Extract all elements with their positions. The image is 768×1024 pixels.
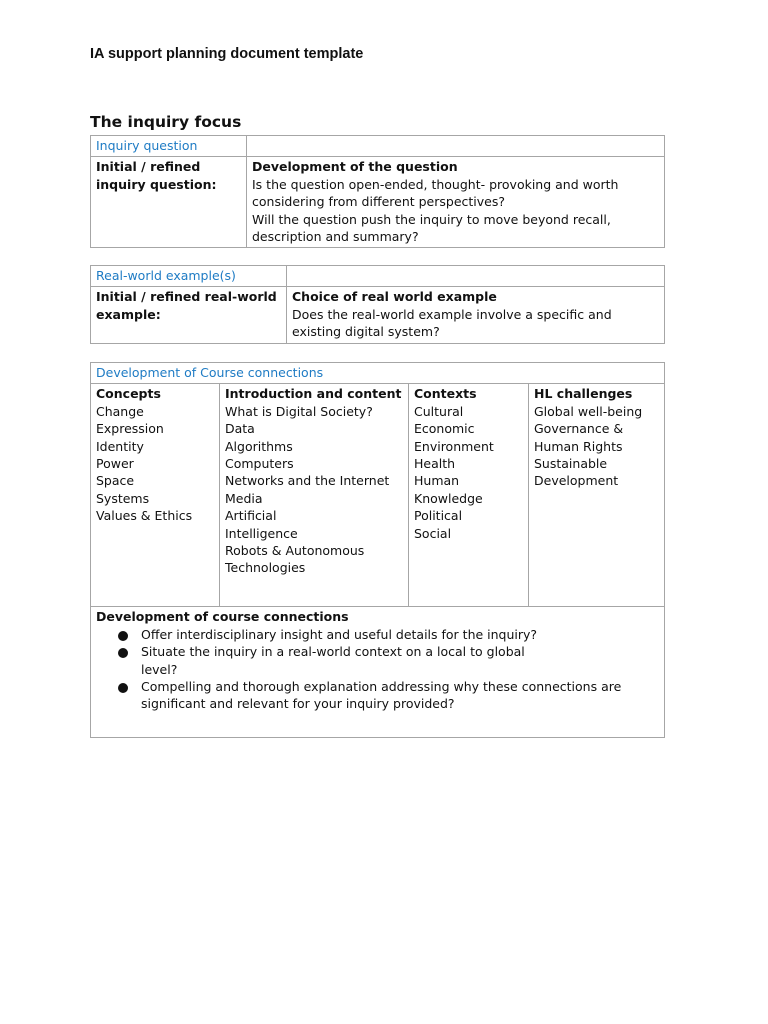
inquiry-question-header: Inquiry question — [91, 136, 247, 157]
concepts-heading: Concepts — [96, 386, 161, 402]
course-connections-bullet-list — [96, 626, 660, 713]
question-development-text-1: Is the question open-ended, thought- provoking and worth considering from different perspectives? — [252, 176, 619, 210]
bullet-icon — [118, 648, 128, 658]
inquiry-question-input-cell[interactable] — [247, 136, 665, 157]
real-world-example-row-label: Initial / refined real-world example: — [91, 287, 287, 343]
concept-item: Expression — [96, 421, 164, 437]
content-item: Artificial Intelligence — [225, 508, 298, 541]
list-item: Offer interdisciplinary insight and useful details for the inquiry? — [96, 626, 660, 643]
content-item: Networks and the Internet — [225, 473, 390, 489]
inquiry-question-row-label: Initial / refined inquiry question: — [91, 157, 247, 248]
course-connections-table — [90, 362, 665, 738]
content-item: Media — [225, 490, 263, 506]
list-item: Compelling and thorough explanation addressing why these connections are significant and relevant for your inquiry provided? — [96, 678, 660, 713]
context-item: Human Knowledge — [414, 473, 483, 506]
list-item: Situate the inquiry in a real-world context on a local to global level? — [96, 643, 660, 678]
concept-item: Power — [96, 456, 134, 472]
hl-challenge-item: Governance & Human Rights — [534, 421, 624, 454]
context-item: Social — [414, 525, 452, 541]
contexts-column — [409, 384, 529, 607]
context-item: Political — [414, 508, 463, 524]
bullet-icon — [118, 683, 128, 693]
real-world-example-table — [90, 265, 665, 344]
context-item: Cultural — [414, 403, 464, 419]
example-choice-cell[interactable] — [287, 287, 665, 343]
question-development-cell[interactable] — [247, 157, 665, 248]
question-development-heading: Development of the question — [252, 159, 458, 175]
real-world-example-header: Real-world example(s) — [91, 266, 287, 287]
document-title: IA support planning document template — [90, 46, 364, 62]
hl-challenges-heading: HL challenges — [534, 386, 633, 402]
question-development-text-2: Will the question push the inquiry to move beyond recall, description and summary? — [252, 211, 611, 245]
real-world-example-input-cell[interactable] — [287, 266, 665, 287]
content-heading: Introduction and content — [225, 386, 402, 402]
concept-item: Change — [96, 403, 144, 419]
content-item: Algorithms — [225, 438, 293, 454]
hl-challenge-item: Global well-being — [534, 403, 643, 419]
context-item: Environment — [414, 438, 494, 454]
content-item: Robots & Autonomous Technologies — [225, 543, 365, 576]
inquiry-question-table — [90, 135, 665, 248]
concept-item: Values & Ethics — [96, 508, 193, 524]
course-connections-header: Development of Course connections — [91, 363, 665, 384]
section-title: The inquiry focus — [90, 113, 242, 131]
example-choice-heading: Choice of real world example — [292, 289, 497, 305]
context-item: Economic — [414, 421, 475, 437]
context-item: Health — [414, 456, 456, 472]
concept-item: Space — [96, 473, 135, 489]
content-item: Computers — [225, 456, 294, 472]
contexts-heading: Contexts — [414, 386, 477, 402]
concept-item: Systems — [96, 490, 150, 506]
content-column — [220, 384, 409, 607]
content-item: What is Digital Society? — [225, 403, 373, 419]
hl-challenges-column — [529, 384, 665, 607]
bullet-icon — [118, 631, 128, 641]
concept-item: Identity — [96, 438, 144, 454]
hl-challenge-item: Sustainable Development — [534, 456, 619, 489]
concepts-column — [91, 384, 220, 607]
example-choice-text: Does the real-world example involve a specific and existing digital system? — [292, 306, 612, 340]
course-connections-development-heading: Development of course connections — [96, 609, 349, 625]
content-item: Data — [225, 421, 255, 437]
course-connections-development-cell[interactable] — [91, 607, 665, 738]
